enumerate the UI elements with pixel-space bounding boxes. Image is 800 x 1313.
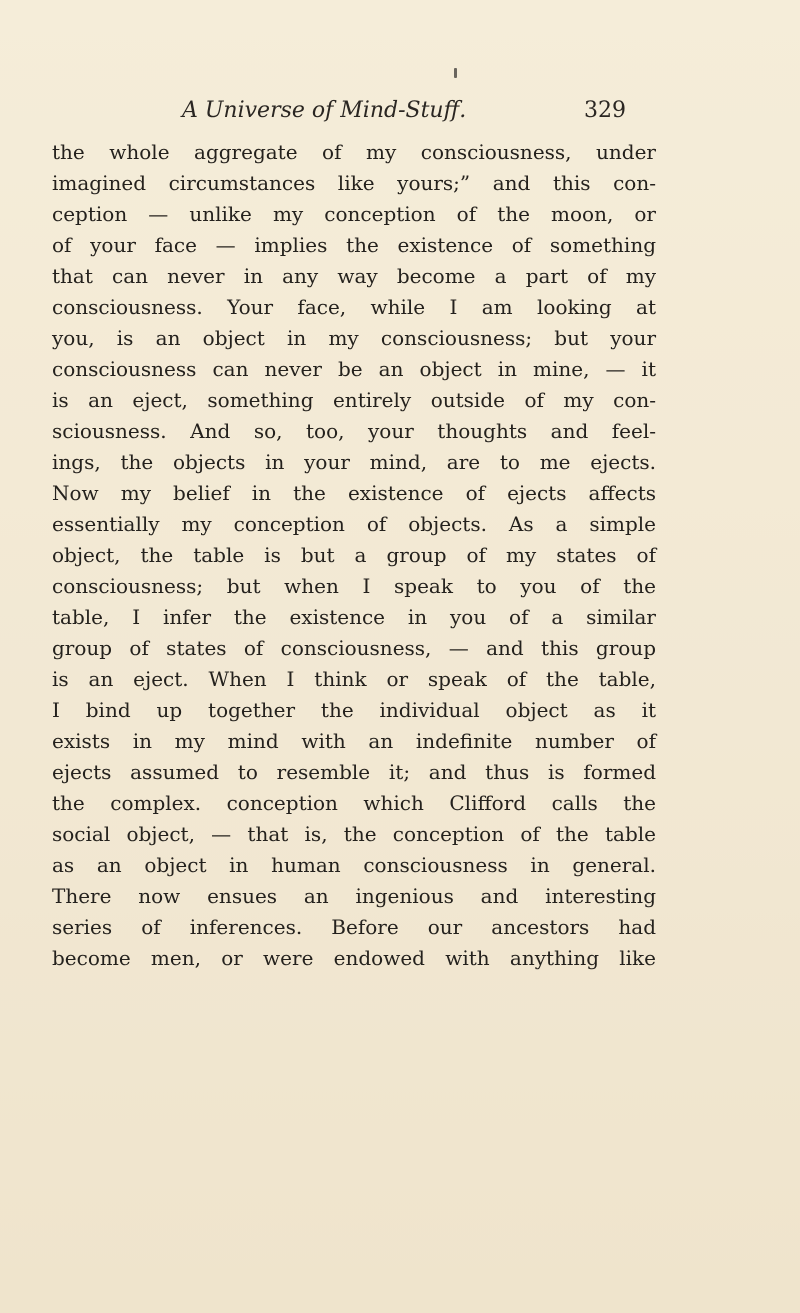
text-line: become men, or were endowed with anything like bbox=[52, 946, 656, 970]
text-line: of your face — implies the existence of something bbox=[52, 233, 656, 257]
text-line: consciousness; but when I speak to you of the bbox=[52, 574, 656, 598]
running-title: A Universe of Mind-Stuff. bbox=[182, 98, 467, 123]
text-line: series of inferences. Before our ancestors had bbox=[52, 915, 656, 939]
text-line: ception — unlike my conception of the moon, or bbox=[52, 202, 656, 226]
text-line: ings, the objects in your mind, are to me ejects. bbox=[52, 450, 656, 474]
text-line: exists in my mind with an indefinite number of bbox=[52, 729, 656, 753]
text-line: I bind up together the individual object as it bbox=[52, 698, 656, 722]
text-line: the whole aggregate of my consciousness, under bbox=[52, 140, 656, 164]
print-mark bbox=[454, 68, 457, 78]
text-line: that can never in any way become a part of my bbox=[52, 264, 656, 288]
text-line: table, I infer the existence in you of a similar bbox=[52, 605, 656, 629]
text-line: is an eject, something entirely outside of my con- bbox=[52, 388, 656, 412]
page-header bbox=[0, 98, 800, 128]
text-line: imagined circumstances like yours;” and this con- bbox=[52, 171, 656, 195]
text-line: social object, — that is, the conception of the table bbox=[52, 822, 656, 846]
text-line: object, the table is but a group of my states of bbox=[52, 543, 656, 567]
text-line: sciousness. And so, too, your thoughts and feel- bbox=[52, 419, 656, 443]
body-text bbox=[52, 137, 656, 974]
text-line: Now my belief in the existence of ejects affects bbox=[52, 481, 656, 505]
text-line: you, is an object in my consciousness; but your bbox=[52, 326, 656, 350]
text-line: ejects assumed to resemble it; and thus is formed bbox=[52, 760, 656, 784]
text-line: There now ensues an ingenious and interesting bbox=[52, 884, 656, 908]
page-number: 329 bbox=[584, 98, 626, 123]
text-line: group of states of consciousness, — and this group bbox=[52, 636, 656, 660]
text-line: consciousness can never be an object in mine, — it bbox=[52, 357, 656, 381]
text-line: is an eject. When I think or speak of the table, bbox=[52, 667, 656, 691]
text-line: essentially my conception of objects. As a simple bbox=[52, 512, 656, 536]
text-line: as an object in human consciousness in general. bbox=[52, 853, 656, 877]
text-line: consciousness. Your face, while I am looking at bbox=[52, 295, 656, 319]
text-line: the complex. conception which Clifford calls the bbox=[52, 791, 656, 815]
